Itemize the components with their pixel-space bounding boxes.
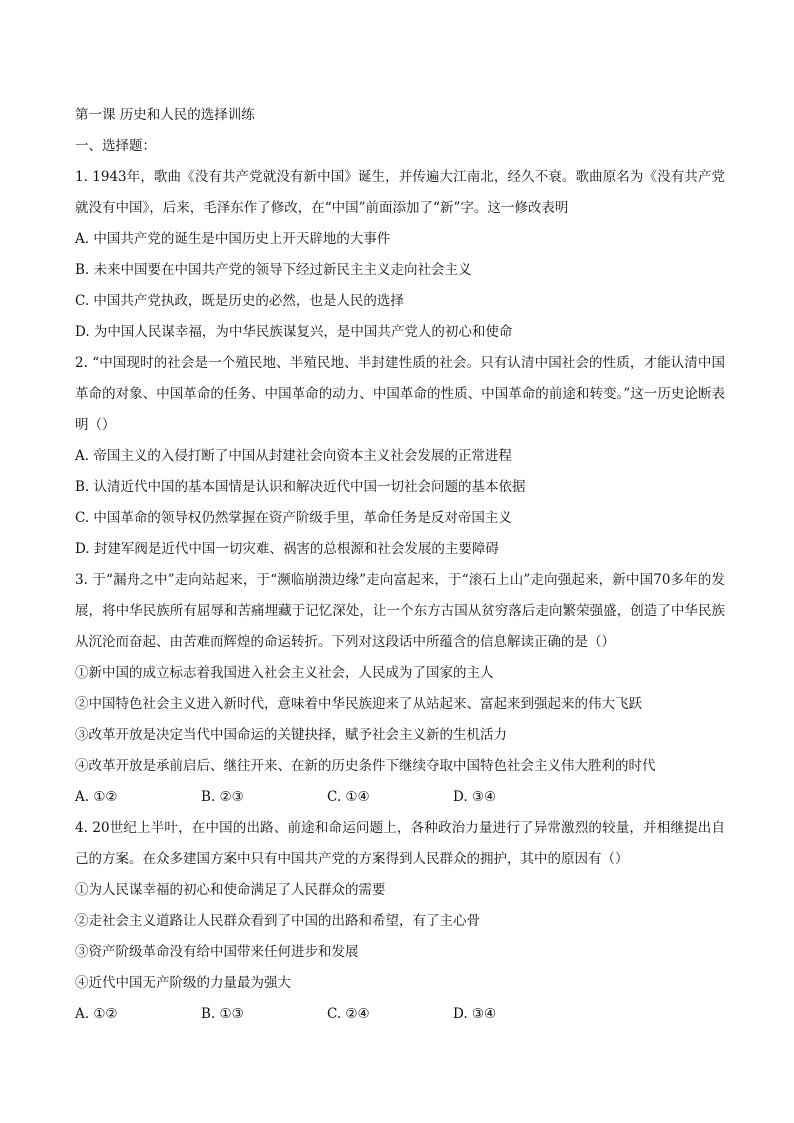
- option-c: C. 中国革命的领导权仍然掌握在资产阶级手里，革命任务是反对帝国主义: [75, 510, 512, 526]
- document-title: 第一课 历史和人民的选择训练: [75, 107, 255, 123]
- statement-4: ④近代中国无产阶级的力量最为强大: [75, 975, 291, 991]
- question-stem: 3. 于“漏舟之中”走向站起来，于“濒临崩溃边缘”走向富起来，于“滚石上山”走向强起来，新中国70多年的发展，将中华民族所有屈辱和苦痛埋藏于记忆深处，让一个东方古国从贫穷落后走向繁荣强盛，创造了中华民族从沉沦而奋起、由苦难而辉煌的命运转折。下列对这段话中所蕴含的信息解读正确的是（）: [75, 572, 725, 650]
- option-a: A. 中国共产党的诞生是中国历史上开天辟地的大事件: [75, 231, 391, 247]
- choice-c: C. ②④: [327, 1006, 370, 1022]
- question-stem: 1. 1943年，歌曲《没有共产党就没有新中国》诞生，并传遍大江南北，经久不衰。歌曲原名为《没有共产党就没有中国》，后来，毛泽东作了修改，在“中国”前面添加了“新”字。这一修改表明: [75, 169, 725, 216]
- question-4: [75, 813, 725, 1030]
- question-2: [75, 348, 725, 565]
- choice-c: C. ①④: [327, 789, 370, 805]
- option-c: C. 中国共产党执政，既是历史的必然，也是人民的选择: [75, 293, 404, 309]
- document-page: [75, 100, 725, 1030]
- question-stem: 4. 20世纪上半叶，在中国的出路、前途和命运问题上，各种政治力量进行了异常激烈的较量，并相继提出自己的方案。在众多建国方案中只有中国共产党的方案得到人民群众的拥护，其中的原因有（）: [75, 820, 725, 867]
- choice-d: D. ③④: [453, 789, 497, 805]
- statement-1: ①为人民谋幸福的初心和使命满足了人民群众的需要: [75, 882, 386, 898]
- choice-b: B. ①③: [201, 1006, 244, 1022]
- choice-d: D. ③④: [453, 1006, 497, 1022]
- statement-3: ③改革开放是决定当代中国命运的关键抉择，赋予社会主义新的生机活力: [75, 727, 507, 743]
- answer-choices: [75, 782, 725, 813]
- statement-1: ①新中国的成立标志着我国进入社会主义社会，人民成为了国家的主人: [75, 665, 494, 681]
- choice-b: B. ②③: [201, 789, 244, 805]
- question-3: [75, 565, 725, 813]
- statement-2: ②走社会主义道路让人民群众看到了中国的出路和希望，有了主心骨: [75, 913, 480, 929]
- question-1: [75, 162, 725, 348]
- option-a: A. 帝国主义的入侵打断了中国从封建社会向资本主义社会发展的正常进程: [75, 448, 512, 464]
- option-d: D. 封建军阀是近代中国一切灾难、祸害的总根源和社会发展的主要障碍: [75, 541, 499, 557]
- option-d: D. 为中国人民谋幸福，为中华民族谋复兴，是中国共产党人的初心和使命: [75, 324, 513, 340]
- choice-a: A. ①②: [75, 1006, 118, 1022]
- question-stem: 2. “中国现时的社会是一个殖民地、半殖民地、半封建性质的社会。只有认清中国社会的性质，才能认清中国革命的对象、中国革命的任务、中国革命的动力、中国革命的性质、中国革命的前途和转变。”这一历史论断表明（）: [75, 355, 725, 433]
- statement-4: ④改革开放是承前启后、继往开来、在新的历史条件下继续夺取中国特色社会主义伟大胜利的时代: [75, 758, 656, 774]
- option-b: B. 未来中国要在中国共产党的领导下经过新民主主义走向社会主义: [75, 262, 472, 278]
- choice-a: A. ①②: [75, 789, 118, 805]
- statement-3: ③资产阶级革命没有给中国带来任何进步和发展: [75, 944, 359, 960]
- statement-2: ②中国特色社会主义进入新时代，意味着中华民族迎来了从站起来、富起来到强起来的伟大飞跃: [75, 696, 642, 712]
- section-heading: 一、选择题：: [75, 138, 156, 154]
- answer-choices: [75, 999, 725, 1030]
- option-b: B. 认清近代中国的基本国情是认识和解决近代中国一切社会问题的基本依据: [75, 479, 526, 495]
